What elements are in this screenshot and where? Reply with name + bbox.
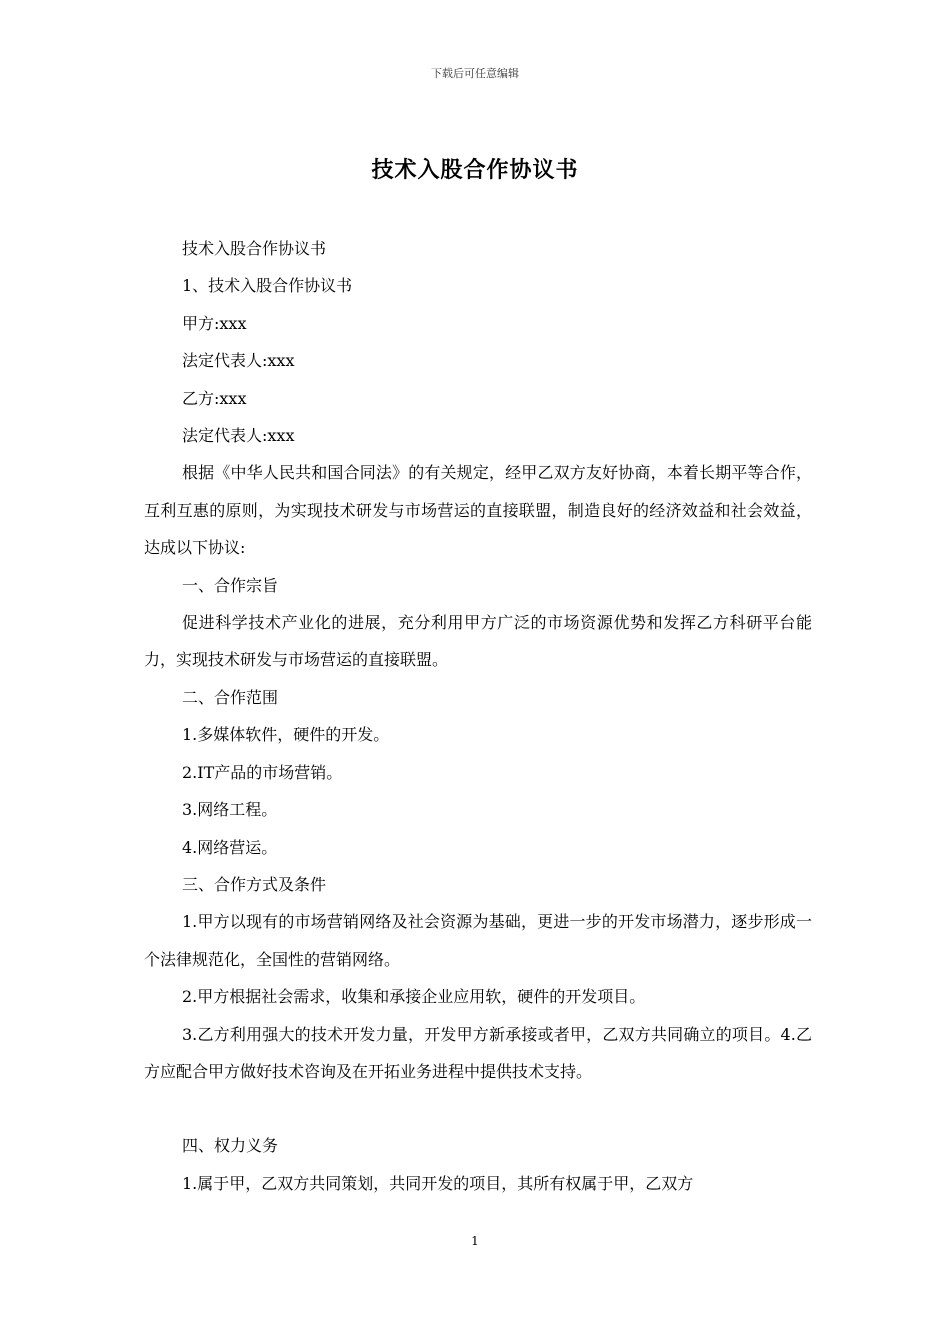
scope-item: 1.多媒体软件，硬件的开发。 — [182, 725, 390, 745]
section-heading-method: 三、合作方式及条件 — [182, 874, 327, 894]
preamble-paragraph: 根据《中华人民共和国合同法》的有关规定，经甲乙双方友好协商，本着长期平等合作，互利互惠的原则，为实现技术研发与市场营运的直接联盟，制造良好的经济效益和社会效益，达成以下协议: — [144, 463, 812, 558]
paragraph-subtitle: 技术入股合作协议书 — [182, 239, 327, 258]
section-heading-rights: 四、权力义务 — [182, 1136, 279, 1156]
page-number: 1 — [471, 1234, 479, 1248]
party-b-representative: 法定代表人:xxx — [182, 426, 295, 446]
method-item: 1.甲方以现有的市场营销网络及社会资源为基础，更进一步的开发市场潜力，逐步形成一个法律规范化，全国性的营销网络。 — [144, 912, 812, 969]
scope-item: 2.IT产品的市场营销。 — [182, 762, 343, 782]
download-note: 下载后可任意编辑 — [431, 67, 519, 80]
rights-item: 1.属于甲，乙双方共同策划，共同开发的项目，其所有权属于甲，乙双方 — [182, 1173, 694, 1193]
party-a-representative: 法定代表人:xxx — [182, 351, 295, 371]
section-heading-scope: 二、合作范围 — [182, 687, 279, 707]
party-b: 乙方:xxx — [182, 388, 247, 408]
scope-item: 4.网络营运。 — [182, 837, 278, 857]
method-item: 2.甲方根据社会需求，收集和承接企业应用软，硬件的开发项目。 — [182, 987, 646, 1007]
method-item: 3.乙方利用强大的技术开发力量，开发甲方新承接或者甲，乙双方共同确立的项目。4.乙方应配合甲方做好技术咨询及在开拓业务进程中提供技术支持。 — [144, 1024, 812, 1081]
paragraph-heading-1: 1、技术入股合作协议书 — [182, 276, 353, 296]
section-heading-purpose: 一、合作宗旨 — [182, 575, 279, 595]
purpose-paragraph: 促进科学技术产业化的进展，充分利用甲方广泛的市场资源优势和发挥乙方科研平台能力，实现技术研发与市场营运的直接联盟。 — [144, 613, 812, 670]
document-title: 技术入股合作协议书 — [371, 157, 579, 183]
document-body — [144, 230, 812, 1202]
party-a: 甲方:xxx — [182, 313, 247, 333]
scope-item: 3.网络工程。 — [182, 800, 278, 820]
